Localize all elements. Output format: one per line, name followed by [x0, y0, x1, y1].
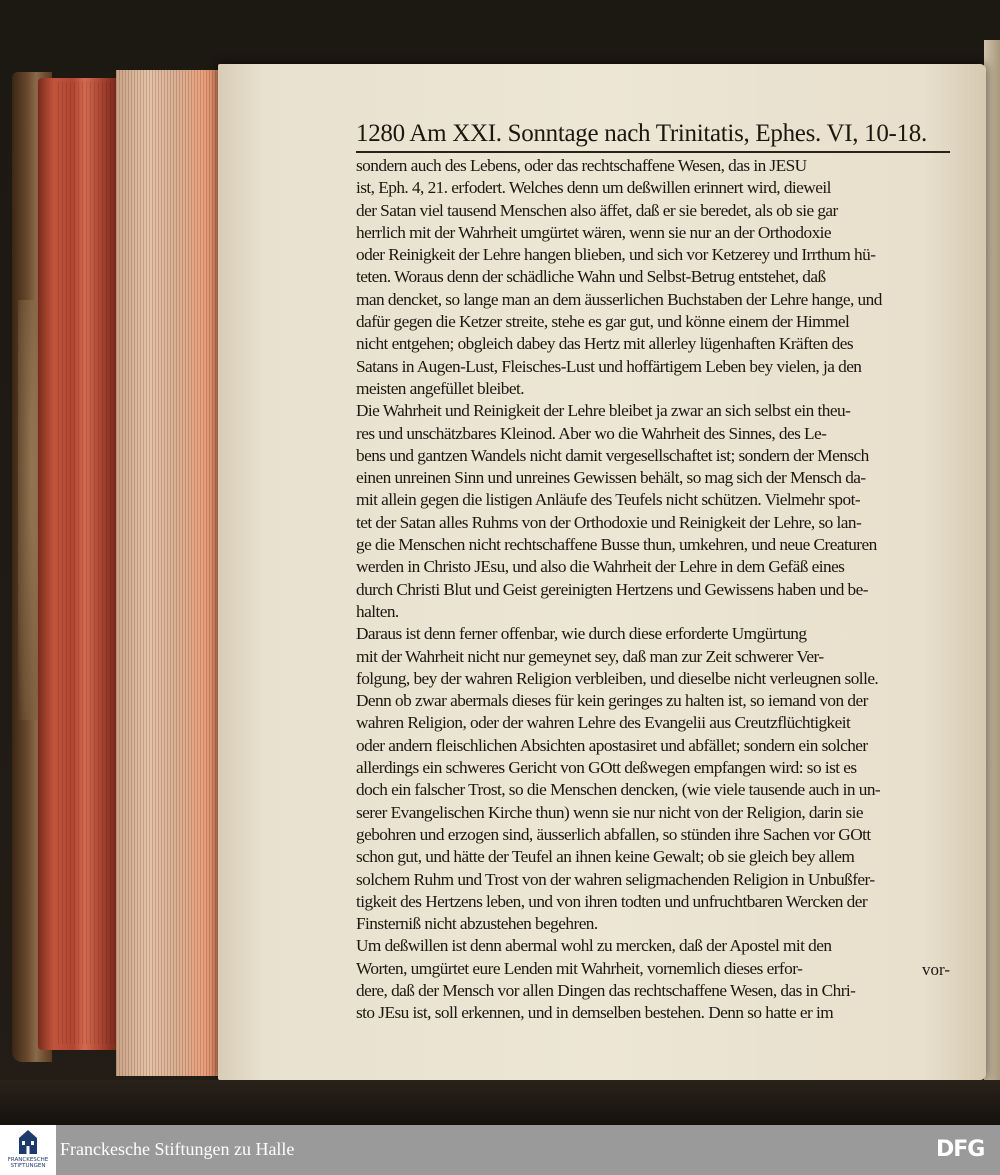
text-line: ist, Eph. 4, 21. erfodert. Welches denn um deßwillen erinnert wird, dieweil [356, 178, 831, 198]
text-line: sto JEsu ist, soll erkennen, und in demselben bestehen. Denn so hatte er im [356, 1003, 834, 1023]
text-line: teten. Woraus denn der schädliche Wahn und Selbst-Betrug entstehet, daß [356, 267, 826, 287]
text-line: tet der Satan alles Ruhms von der Orthodoxie und Reinigkeit der Lehre, so lan- [356, 512, 862, 532]
text-line: mit allein gegen die listigen Anläufe des Teufels nicht schützen. Vielmehr spot- [356, 490, 861, 510]
text-line: serer Evangelischen Kirche thun) wenn sie nur nicht von der Religion, darin sie [356, 802, 863, 822]
footer-bar [0, 1125, 1000, 1175]
logo-text: FRANCKESCHE STIFTUNGEN [7, 1157, 49, 1169]
text-line: dafür gegen die Ketzer streite, stehe es gar gut, und könne einem der Himmel [356, 312, 850, 332]
text-line: Satans in Augen-Lust, Fleisches-Lust und hoffärtigem Leben bey vielen, ja den [356, 356, 862, 376]
text-line: Daraus ist denn ferner offenbar, wie durch diese erforderte Umgürtung [356, 624, 807, 644]
text-line: Finsterniß nicht abzustehen begehren. [356, 914, 598, 934]
institution-name[interactable]: Franckesche Stiftungen zu Halle [60, 1139, 295, 1159]
institution-logo[interactable] [0, 1125, 56, 1175]
text-line: wahren Religion, oder der wahren Lehre des Evangelii aus Creutzflüchtigkeit [356, 713, 851, 733]
text-line: Worten, umgürtet eure Lenden mit Wahrheit, vornemlich dieses erfor- [356, 958, 803, 978]
text-line: tigkeit des Hertzens leben, und von ihren todten und unfruchtbaren Wercken der [356, 891, 868, 911]
text-line: Um deßwillen ist denn abermal wohl zu mercken, daß der Apostel mit den [356, 936, 832, 956]
text-line: sondern auch des Lebens, oder das rechtschaffene Wesen, das in JESU [356, 156, 807, 175]
text-line: herrlich mit der Wahrheit umgürtet wären, wenn sie nur an der Orthodoxie [356, 222, 832, 242]
dfg-logo[interactable]: DFG [936, 1137, 985, 1162]
header-rule [356, 151, 950, 153]
text-line: bens und gantzen Wandels nicht damit vergesellschaftet ist; sondern der Mensch [356, 445, 869, 465]
running-header: 1280 Am XXI. Sonntage nach Trinitatis, Ephes. VI, 10-18. [356, 120, 927, 147]
page-edge-texture [58, 82, 118, 1044]
bottom-shadow [0, 1080, 1000, 1125]
text-line: oder Reinigkeit der Lehre hangen blieben, und sich vor Ketzerey und Irrthum hü- [356, 245, 876, 265]
catchword: vor- [922, 960, 950, 979]
text-line: folgung, bey der wahren Religion verbleiben, und dieselbe nicht verleugnen solle. [356, 668, 879, 688]
text-line: der Satan viel tausend Menschen also äffet, daß er sie beredet, als ob sie gar [356, 200, 838, 220]
text-line: nicht entgehen; obgleich dabey das Hertz mit allerley lügenhaften Kräften des [356, 334, 853, 354]
text-line: meisten angefüllet bleibet. [356, 378, 524, 398]
text-line: durch Christi Blut und Geist gereinigten Hertzens und Gewissens haben und be- [356, 579, 868, 599]
text-line: schon gut, und hätte der Teufel an ihnen keine Gewalt; ob sie gleich bey allem [356, 847, 855, 867]
text-line: allerdings ein schweres Gericht von GOtt deßwegen empfangen wird: so ist es [356, 758, 857, 778]
text-line: werden in Christo JEsu, und also die Wahrheit der Lehre in dem Gefäß eines [356, 557, 845, 577]
text-line: man dencket, so lange man an dem äusserlichen Buchstaben der Lehre hange, und [356, 289, 882, 309]
text-line: doch ein falscher Trost, so die Menschen dencken, (wie viele tausende auch in un- [356, 780, 881, 800]
text-line: solchem Ruhm und Trost von der wahren seligmachenden Religion in Unbußfer- [356, 869, 875, 889]
text-line: ge die Menschen nicht rechtschaffene Busse thun, umkehren, und neue Creaturen [356, 535, 877, 555]
text-line: Die Wahrheit und Reinigkeit der Lehre bleibet ja zwar an sich selbst ein theu- [356, 401, 851, 421]
body-text [356, 155, 948, 1023]
text-line: gebohren und erzogen sind, äusserlich abfallen, so stünden ihre Sachen vor GOtt [356, 824, 871, 844]
text-line: res und unschätzbares Kleinod. Aber wo die Wahrheit des Sinnes, des Le- [356, 423, 827, 443]
right-page-edge [984, 40, 1000, 1080]
building-icon [19, 1130, 37, 1154]
text-line: halten. [356, 601, 399, 621]
text-line: dere, daß der Mensch vor allen Dingen das rechtschaffene Wesen, das in Chri- [356, 980, 856, 1000]
text-line: einen unreinen Sinn und unreines Gewissen behält, so mag sich der Mensch da- [356, 468, 866, 488]
text-line: Denn ob zwar abermals dieses für kein geringes zu halten ist, so iemand von der [356, 691, 868, 711]
page-leaves-texture [116, 70, 224, 1076]
text-line: oder andern fleischlichen Absichten apostasiret und abfället; sondern ein solcher [356, 735, 868, 755]
text-line: mit der Wahrheit nicht nur gemeynet sey, daß man zur Zeit schwerer Ver- [356, 646, 824, 666]
